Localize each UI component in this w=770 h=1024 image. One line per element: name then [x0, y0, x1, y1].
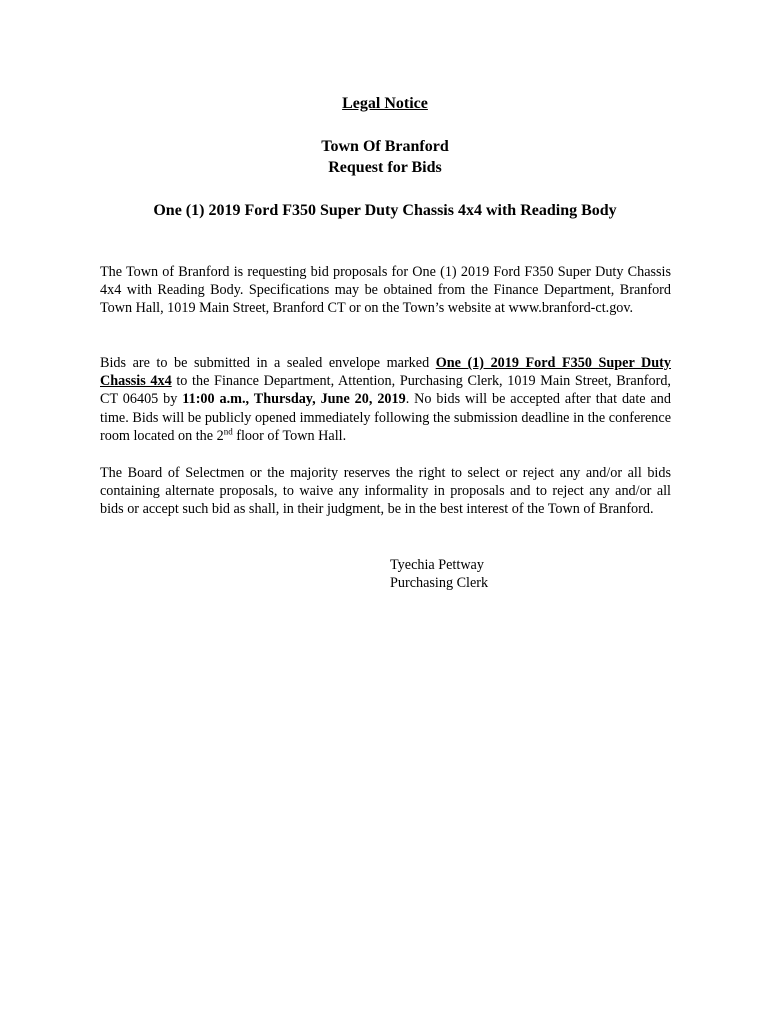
- paragraph-specifications: The Town of Branford is requesting bid proposals for One (1) 2019 Ford F350 Super Duty Chassis 4x4 with Reading Body. Specifications may be obtained from the Finance Department, Branford Town Hall, 1019 Main Street, Branford CT or on the Town’s website at www.branford-ct.gov.: [100, 264, 671, 317]
- submission-address-text: to the Finance Department, Attention, Purchasing Clerk, 1019 Main Street, Branford, CT 06405 by: [100, 373, 671, 408]
- paragraph-submission: [100, 354, 671, 445]
- ordinal-suffix: nd: [223, 426, 233, 437]
- notice-heading: Legal Notice: [342, 95, 428, 112]
- submission-intro-text: Bids are to be submitted in a sealed envelope marked: [100, 355, 436, 371]
- bid-deadline: 11:00 a.m., Thursday, June 20, 2019: [182, 391, 406, 408]
- submission-after-deadline-text: . No bids will be accepted after that date and time. Bids will be publicly opened immediately following the submission deadline in the conference room located on the 2: [100, 391, 671, 444]
- request-for-bids-title: Request for Bids: [328, 159, 442, 176]
- signatory-name: Tyechia Pettway: [390, 557, 484, 573]
- paragraph-board-rights: The Board of Selectmen or the majority reserves the right to select or reject any and/or all bids containing alternate proposals, to waive any informality in proposals and to reject any and/or all bids or accept such bid as shall, in their judgment, be in the best interest of the Town of Branford.: [100, 465, 671, 518]
- marked-item-text: One (1) 2019 Ford F350 Super Duty Chassis 4x4: [100, 355, 671, 390]
- town-name: Town Of Branford: [321, 138, 449, 155]
- signatory-title: Purchasing Clerk: [390, 575, 489, 591]
- submission-closing-text: floor of Town Hall.: [232, 427, 347, 444]
- bid-item-title: One (1) 2019 Ford F350 Super Duty Chassis 4x4 with Reading Body: [153, 202, 617, 219]
